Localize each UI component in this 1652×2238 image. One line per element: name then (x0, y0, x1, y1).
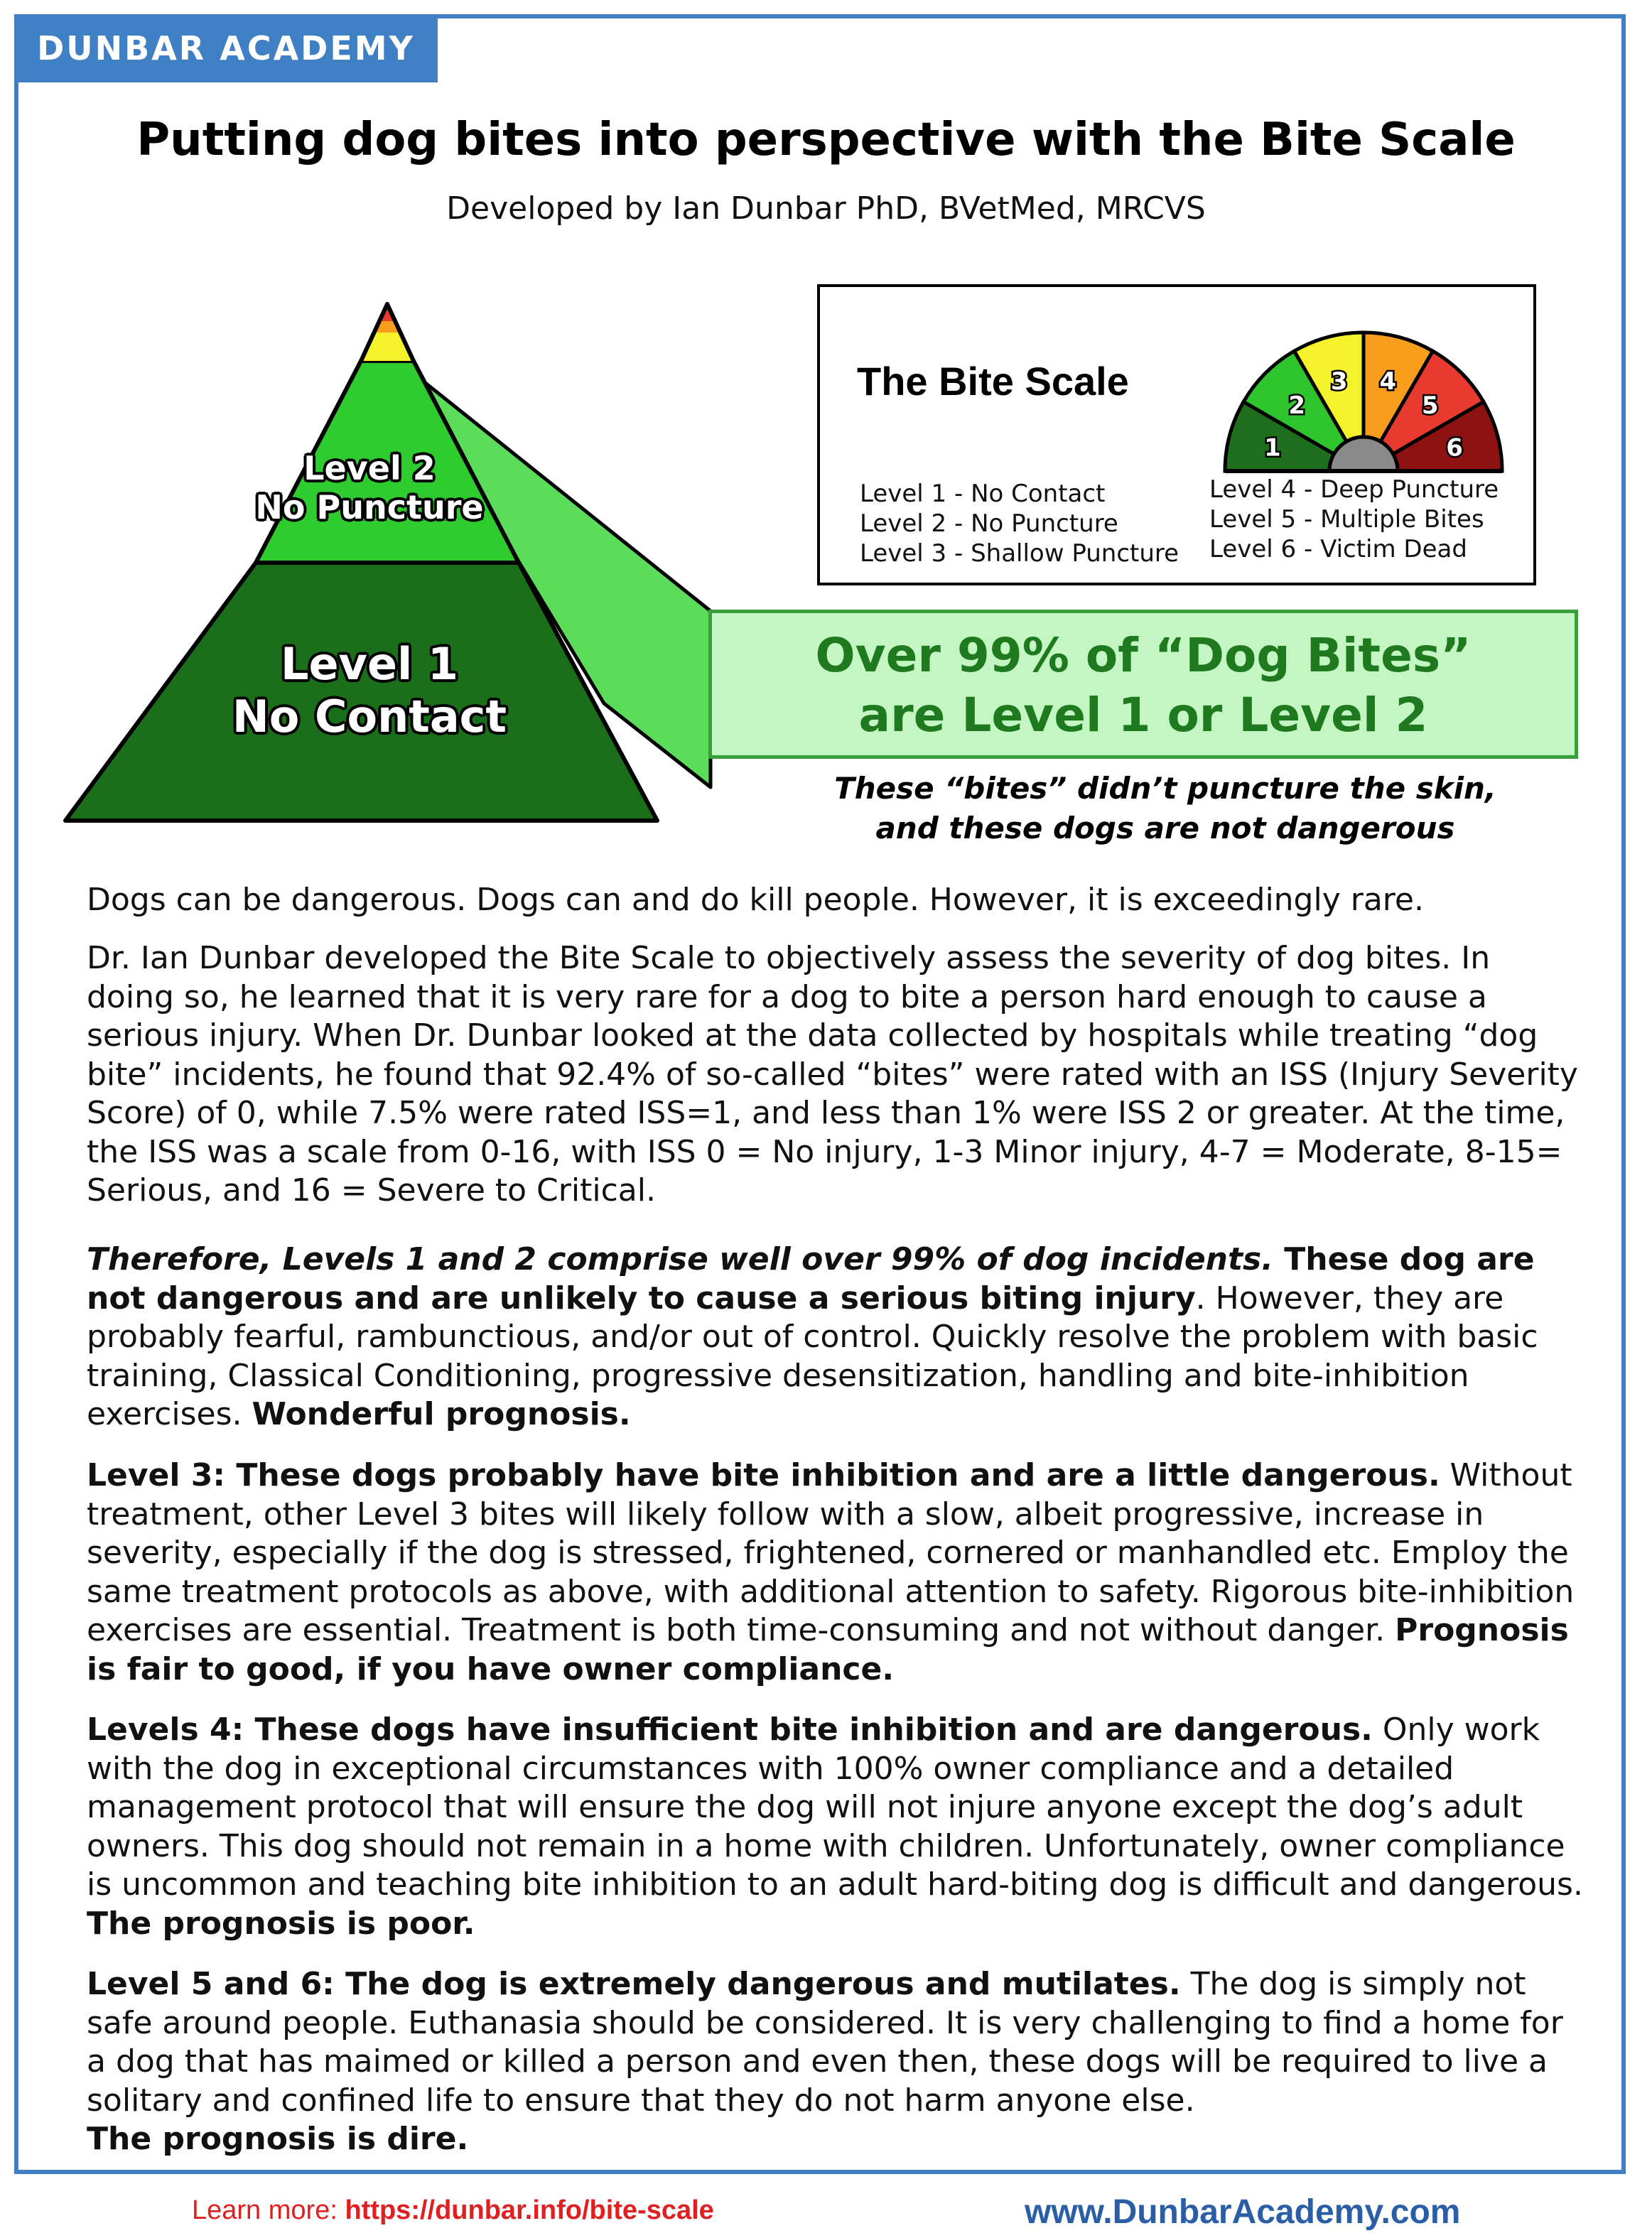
bite-pyramid-illustration (57, 298, 725, 838)
page-title: Putting dog bites into perspective with the Bite Scale (136, 114, 1516, 166)
legend-item: Level 5 - Multiple Bites (1209, 505, 1484, 534)
gauge-number-5: 5 (1421, 391, 1439, 421)
website-link[interactable]: www.DunbarAcademy.com (1025, 2193, 1461, 2231)
legend-levels-4-6 (1209, 475, 1499, 564)
paragraph-levels-5-6: Level 5 and 6: The dog is extremely dangerous and mutilates. The dog is simply not safe around people. Euthanasia should be considered. It is very challenging to find a home for a dog that has maimed or killed a person and even then, these dogs will be required to live a solitary and confined life to ensure that they do not harm anyone else. The prognosis is dire. (87, 1966, 1563, 2157)
legend-item: Level 2 - No Puncture (860, 509, 1118, 538)
paragraph-level-4: Levels 4: These dogs have insufficient bite inhibition and are dangerous. Only work with the dog in exceptional circumstances with 100% owner compliance and a detailed management protocol that will ensure the dog will not injure anyone except the dog’s adult owners. This dog should not remain in a home with children. Unfortunately, owner compliance is uncommon and teaching bite inhibition to an adult hard-biting dog is difficult and dangerous. The prognosis is poor. (87, 1712, 1583, 1942)
paragraph-intro: Dogs can be dangerous. Dogs can and do kill people. However, it is exceedingly rare. (87, 882, 1424, 918)
legend-item: Level 1 - No Contact (860, 480, 1106, 508)
paragraph-level-3: Level 3: These dogs probably have bite inhibition and are a little dangerous. Without treatment, other Level 3 bites will likely follow with a slow, albeit progressive, increase in severity, especially if the dog is stressed, frightened, cornered or manhandled etc. Employ the same treatment protocols as above, with additional attention to safety. Rigorous bite-inhibition exercises are essential. Treatment is both time-consuming and not without danger. Prognosis is fair to good, if you have owner compliance. (87, 1457, 1575, 1687)
page-subtitle: Developed by Ian Dunbar PhD, BVetMed, MRCVS (446, 190, 1206, 227)
over-99-percent-callout: Over 99% of “Dog Bites” are Level 1 or Level 2 (708, 610, 1578, 759)
gauge-number-2: 2 (1288, 391, 1306, 421)
gauge-number-1: 1 (1264, 433, 1281, 463)
gauge-number-4: 4 (1379, 367, 1397, 396)
bite-scale-box (817, 284, 1536, 585)
bite-scale-title: The Bite Scale (857, 359, 1129, 404)
pyramid-level-2-label: Level 2 No Puncture (255, 449, 484, 527)
learn-more-link[interactable]: Learn more: https://dunbar.info/bite-scale (192, 2195, 714, 2225)
gauge-number-6: 6 (1446, 433, 1463, 463)
brand-tab: DUNBAR ACADEMY (14, 14, 438, 82)
legend-item: Level 6 - Victim Dead (1209, 535, 1467, 563)
legend-item: Level 3 - Shallow Puncture (860, 539, 1179, 568)
pyramid-level-1-label: Level 1 No Contact (232, 638, 507, 743)
bite-scale-gauge (1218, 318, 1509, 482)
legend-levels-1-3 (860, 479, 1179, 568)
legend-item: Level 4 - Deep Puncture (1209, 475, 1499, 504)
paragraph-iss-data: Dr. Ian Dunbar developed the Bite Scale to objectively assess the severity of dog bites. In doing so, he learned that it is very rare for a dog to bite a person hard enough to cause a serious injury. When Dr. Dunbar looked at the data collected by hospitals while treating “dog bite” incidents, he found that 92.4% of so-called “bites” were rated with an ISS (Injury Severity Score) of 0, while 7.5% were rated ISS=1, and less than 1% were ISS 2 or greater. At the time, the ISS was a scale from 0-16, with ISS 0 = No injury, 1-3 Minor injury, 4-7 = Moderate, 8-15= Serious, and 16 = Severe to Critical. (87, 940, 1578, 1209)
gauge-number-3: 3 (1330, 367, 1348, 396)
paragraph-levels-1-2: Therefore, Levels 1 and 2 comprise well over 99% of dog incidents. These dog are not dangerous and are unlikely to cause a serious biting injury. However, they are probably fearful, rambunctious, and/or out of control. Quickly resolve the problem with basic training, Classical Conditioning, progressive desensitization, handling and bite-inhibition exercises. Wonderful prognosis. (87, 1241, 1538, 1432)
callout-note: These “bites” didn’t puncture the skin, and these dogs are not dangerous (834, 771, 1496, 845)
